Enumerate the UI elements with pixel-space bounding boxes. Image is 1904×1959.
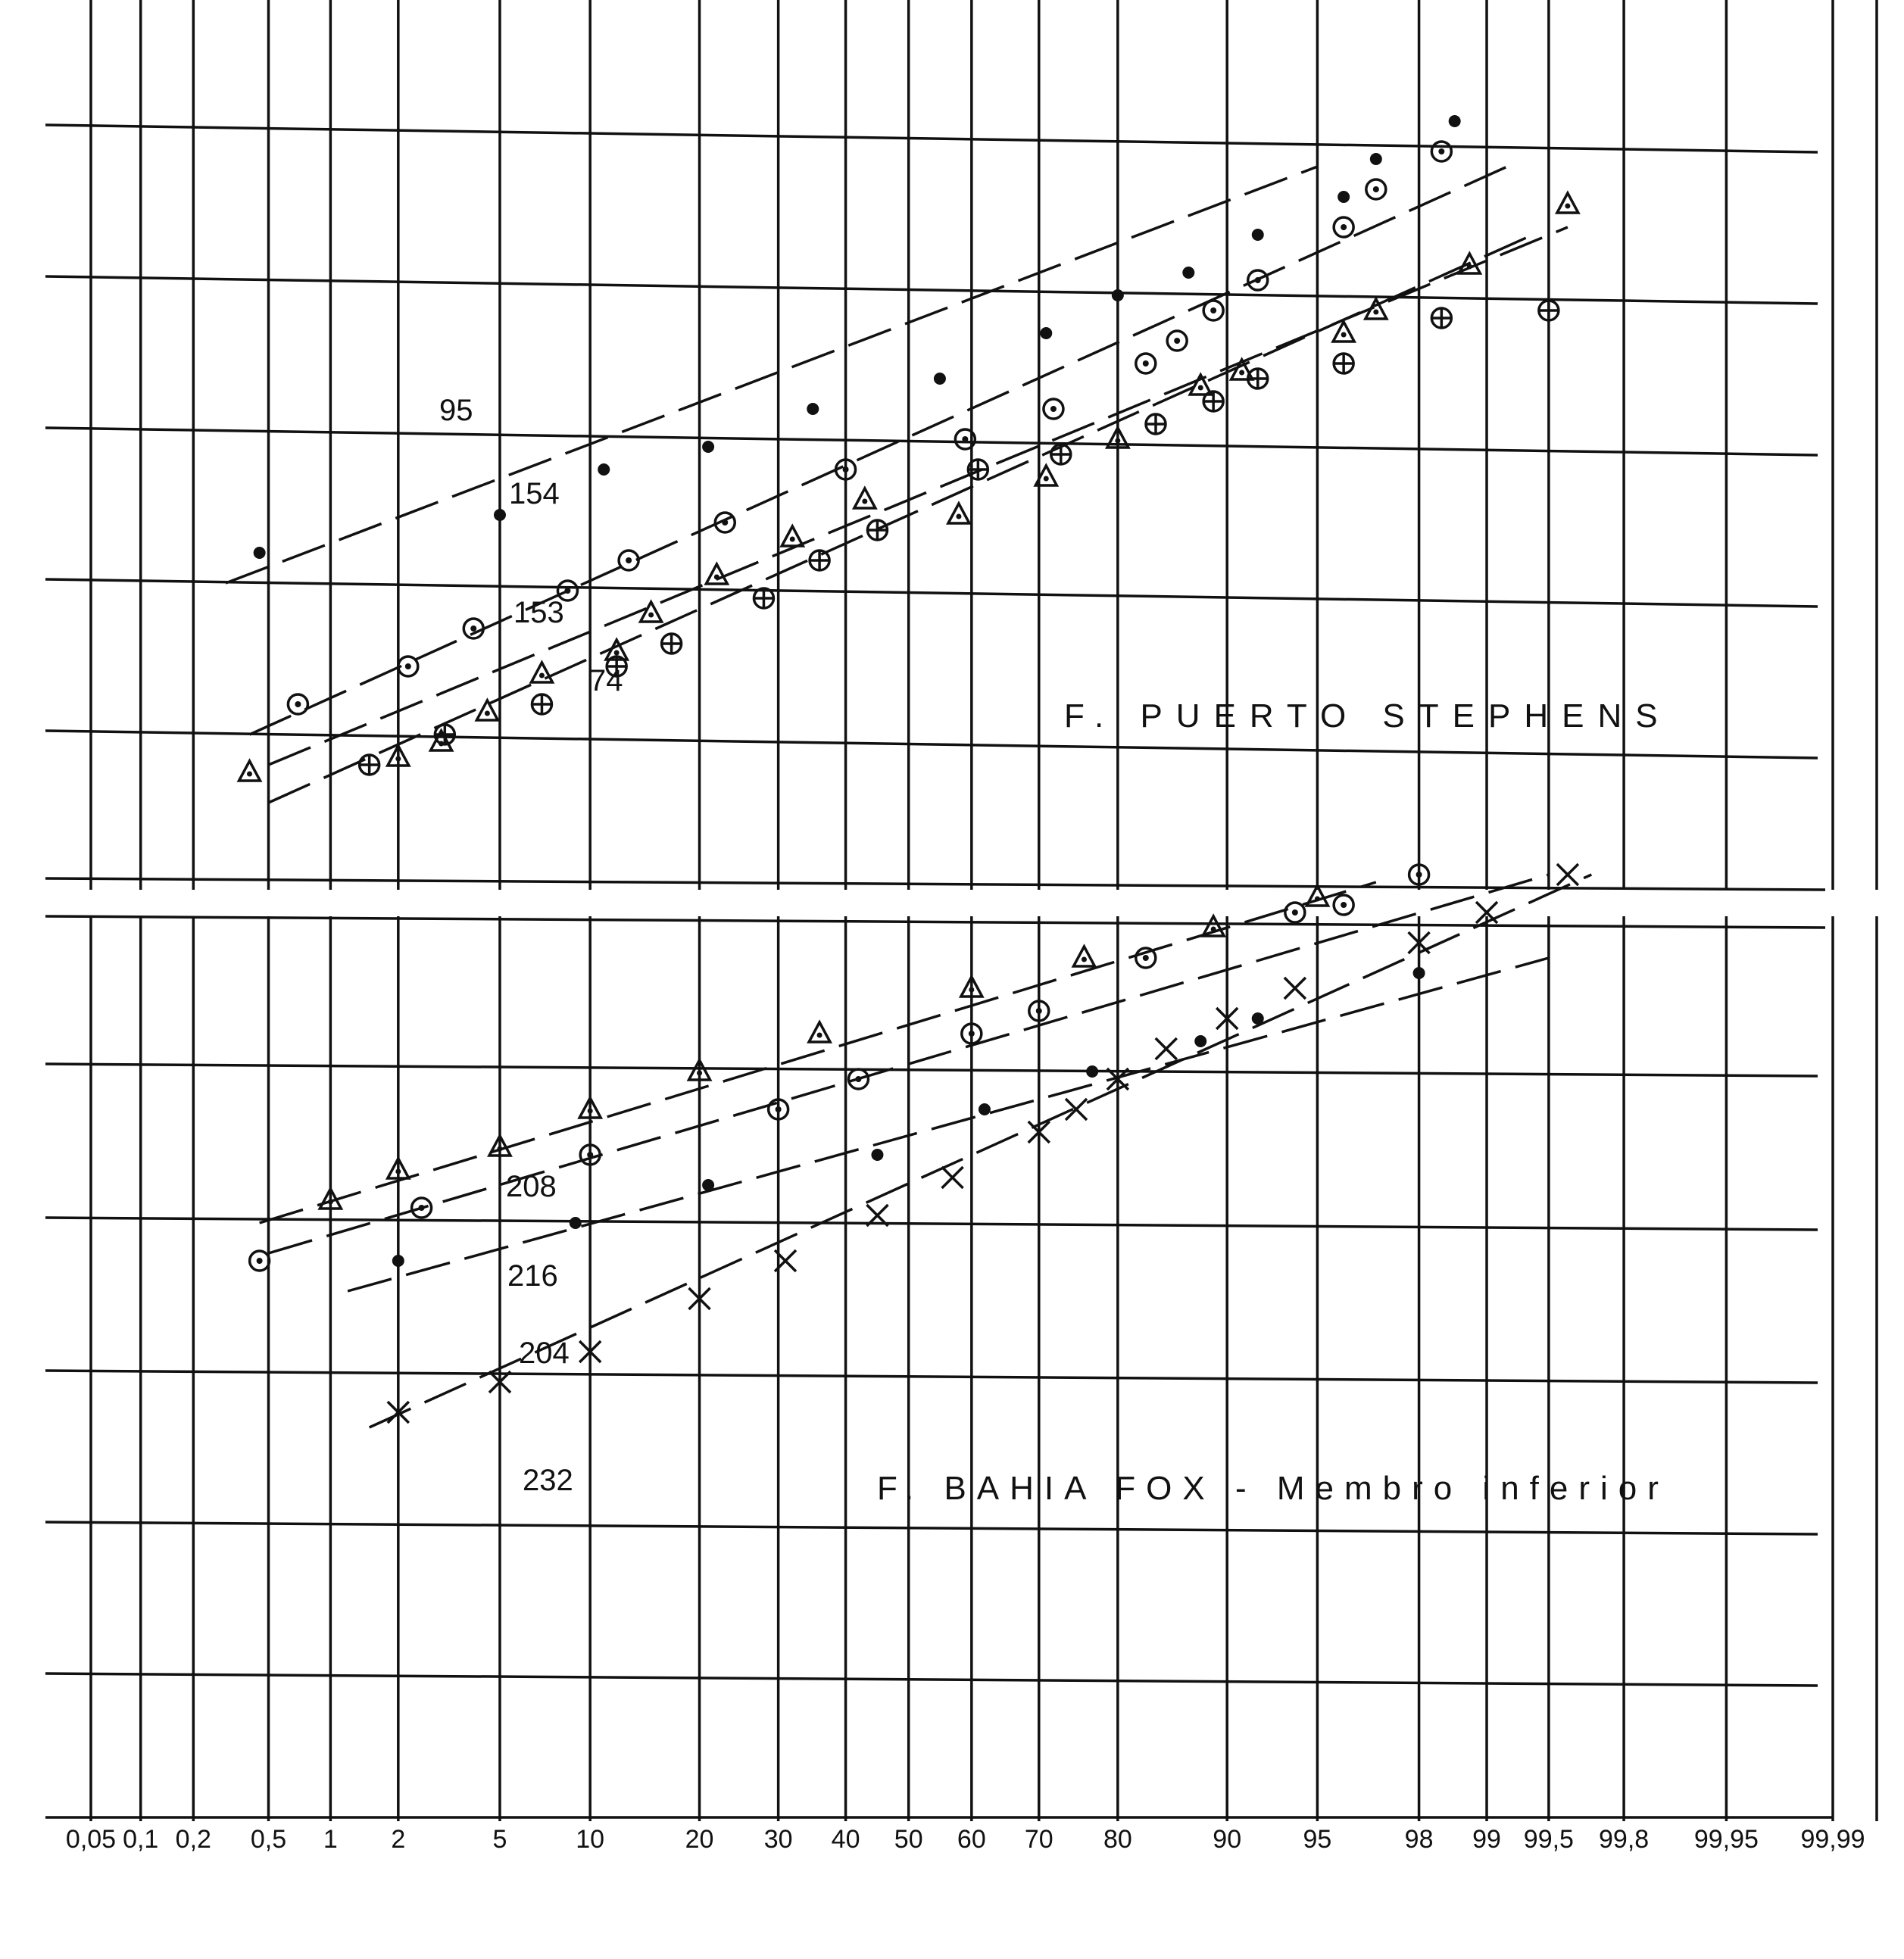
data-point (1194, 1035, 1206, 1047)
x-tick-label: 99,5 (1523, 1825, 1574, 1854)
hgrid-bottom-4 (45, 1674, 1818, 1686)
data-point (1285, 903, 1305, 922)
data-point (1337, 191, 1350, 203)
data-point (1086, 1065, 1098, 1078)
data-point (570, 1217, 582, 1229)
x-tick-label: 50 (894, 1825, 923, 1854)
data-point (1413, 967, 1425, 979)
x-tick-label: 10 (576, 1825, 605, 1854)
data-point (942, 1167, 963, 1188)
data-point (1449, 115, 1461, 127)
series-label-154: 154 (509, 477, 560, 510)
data-point (598, 463, 610, 476)
panel-title-bahia-fox: F. BAHIA FOX - Membro inferior (877, 1470, 1669, 1507)
data-point (1334, 354, 1353, 373)
data-point (1366, 179, 1386, 199)
data-point (412, 1198, 432, 1218)
data-point (1066, 1099, 1087, 1120)
data-point (532, 694, 551, 714)
hgrid-top-2 (45, 428, 1818, 455)
data-point (810, 551, 829, 570)
data-point (948, 504, 969, 523)
data-point (1539, 301, 1559, 320)
hgrid-top-1 (45, 276, 1818, 304)
data-point (867, 520, 887, 540)
fit-line-95 (226, 167, 1317, 583)
x-tick-label: 1 (323, 1825, 338, 1854)
data-point (1557, 864, 1578, 885)
data-point (754, 588, 773, 608)
data-point (854, 488, 876, 508)
data-point (809, 1022, 830, 1042)
data-point (968, 460, 988, 479)
data-point (662, 634, 682, 654)
x-tick-label: 99,8 (1599, 1825, 1650, 1854)
series-label-208: 208 (506, 1170, 557, 1203)
data-point (254, 547, 266, 559)
data-point (979, 1103, 991, 1115)
data-point (1167, 331, 1187, 351)
series-label-74: 74 (589, 664, 623, 697)
hgrid-top-4 (45, 731, 1818, 758)
panel-bottom-top-border (45, 916, 1825, 928)
x-tick-label: 0,5 (250, 1825, 287, 1854)
data-point (1431, 308, 1451, 328)
data-point (1051, 445, 1071, 464)
series-label-95: 95 (439, 394, 473, 427)
data-point (531, 663, 552, 682)
x-tick-label: 60 (957, 1825, 986, 1854)
series-label-216: 216 (507, 1259, 558, 1293)
data-point (1044, 399, 1063, 419)
data-point (1333, 322, 1354, 342)
data-point (1557, 193, 1578, 213)
data-point (702, 441, 714, 453)
data-point (1136, 948, 1156, 968)
panel-title-puerto-stephens: F. PUERTO STEPHENS (1064, 697, 1671, 735)
data-point (288, 694, 307, 714)
data-point (476, 700, 498, 720)
data-point (250, 1251, 270, 1271)
data-point (1182, 267, 1194, 279)
data-point (1248, 369, 1268, 388)
data-point (1136, 354, 1156, 373)
data-point (360, 755, 379, 775)
data-point (871, 1149, 883, 1161)
data-point (239, 761, 260, 781)
data-point (706, 564, 727, 584)
data-point (1334, 895, 1353, 915)
data-point (1112, 289, 1124, 301)
hgrid-top-0 (45, 125, 1818, 152)
fit-line-204 (348, 958, 1549, 1291)
data-point (1248, 270, 1268, 290)
series-label-232: 232 (523, 1464, 573, 1497)
gridlines (45, 0, 1877, 1821)
x-tick-label: 20 (685, 1825, 714, 1854)
data-point (435, 725, 454, 744)
data-point (464, 619, 483, 638)
x-tick-label: 0,1 (123, 1825, 159, 1854)
x-tick-label: 5 (492, 1825, 507, 1854)
x-tick-label: 2 (391, 1825, 406, 1854)
data-point (1073, 947, 1094, 966)
hgrid-bottom-0 (45, 1064, 1818, 1076)
x-tick-label: 98 (1404, 1825, 1434, 1854)
hgrid-bottom-1 (45, 1218, 1818, 1230)
x-tick-label: 30 (763, 1825, 793, 1854)
data-point (807, 403, 819, 415)
x-tick-label: 40 (831, 1825, 860, 1854)
x-tick-label: 99,99 (1800, 1825, 1865, 1854)
hgrid-bottom-2 (45, 1371, 1818, 1383)
x-tick-label: 95 (1303, 1825, 1332, 1854)
hgrid-top-3 (45, 579, 1818, 607)
data-point (782, 526, 803, 546)
data-point (1334, 217, 1353, 237)
series-label-153: 153 (513, 596, 564, 629)
x-tick-label: 99,95 (1693, 1825, 1759, 1854)
data-point (1203, 301, 1223, 320)
data-point (702, 1179, 714, 1191)
x-tick-label: 80 (1103, 1825, 1132, 1854)
data-point (1156, 1038, 1177, 1059)
data-point (1203, 391, 1223, 411)
x-tick-label: 0,05 (65, 1825, 117, 1854)
series-label-204: 204 (519, 1337, 570, 1370)
x-tick-labels (66, 1825, 1865, 1854)
data-point (934, 373, 946, 385)
x-tick-label: 0,2 (175, 1825, 211, 1854)
data-point (1146, 414, 1166, 434)
x-tick-label: 90 (1213, 1825, 1242, 1854)
data-point (619, 551, 638, 570)
x-tick-label: 99 (1472, 1825, 1501, 1854)
data-point (1370, 153, 1382, 165)
data-point (1431, 142, 1451, 161)
hgrid-bottom-3 (45, 1522, 1818, 1534)
data-point (848, 1069, 868, 1089)
data-point (392, 1255, 404, 1267)
data-point (1252, 229, 1264, 241)
data-point (641, 602, 662, 622)
data-point (1040, 327, 1052, 339)
data-point (1252, 1012, 1264, 1025)
x-tick-label: 70 (1024, 1825, 1053, 1854)
data-point (494, 509, 506, 521)
data-point (1284, 978, 1306, 999)
